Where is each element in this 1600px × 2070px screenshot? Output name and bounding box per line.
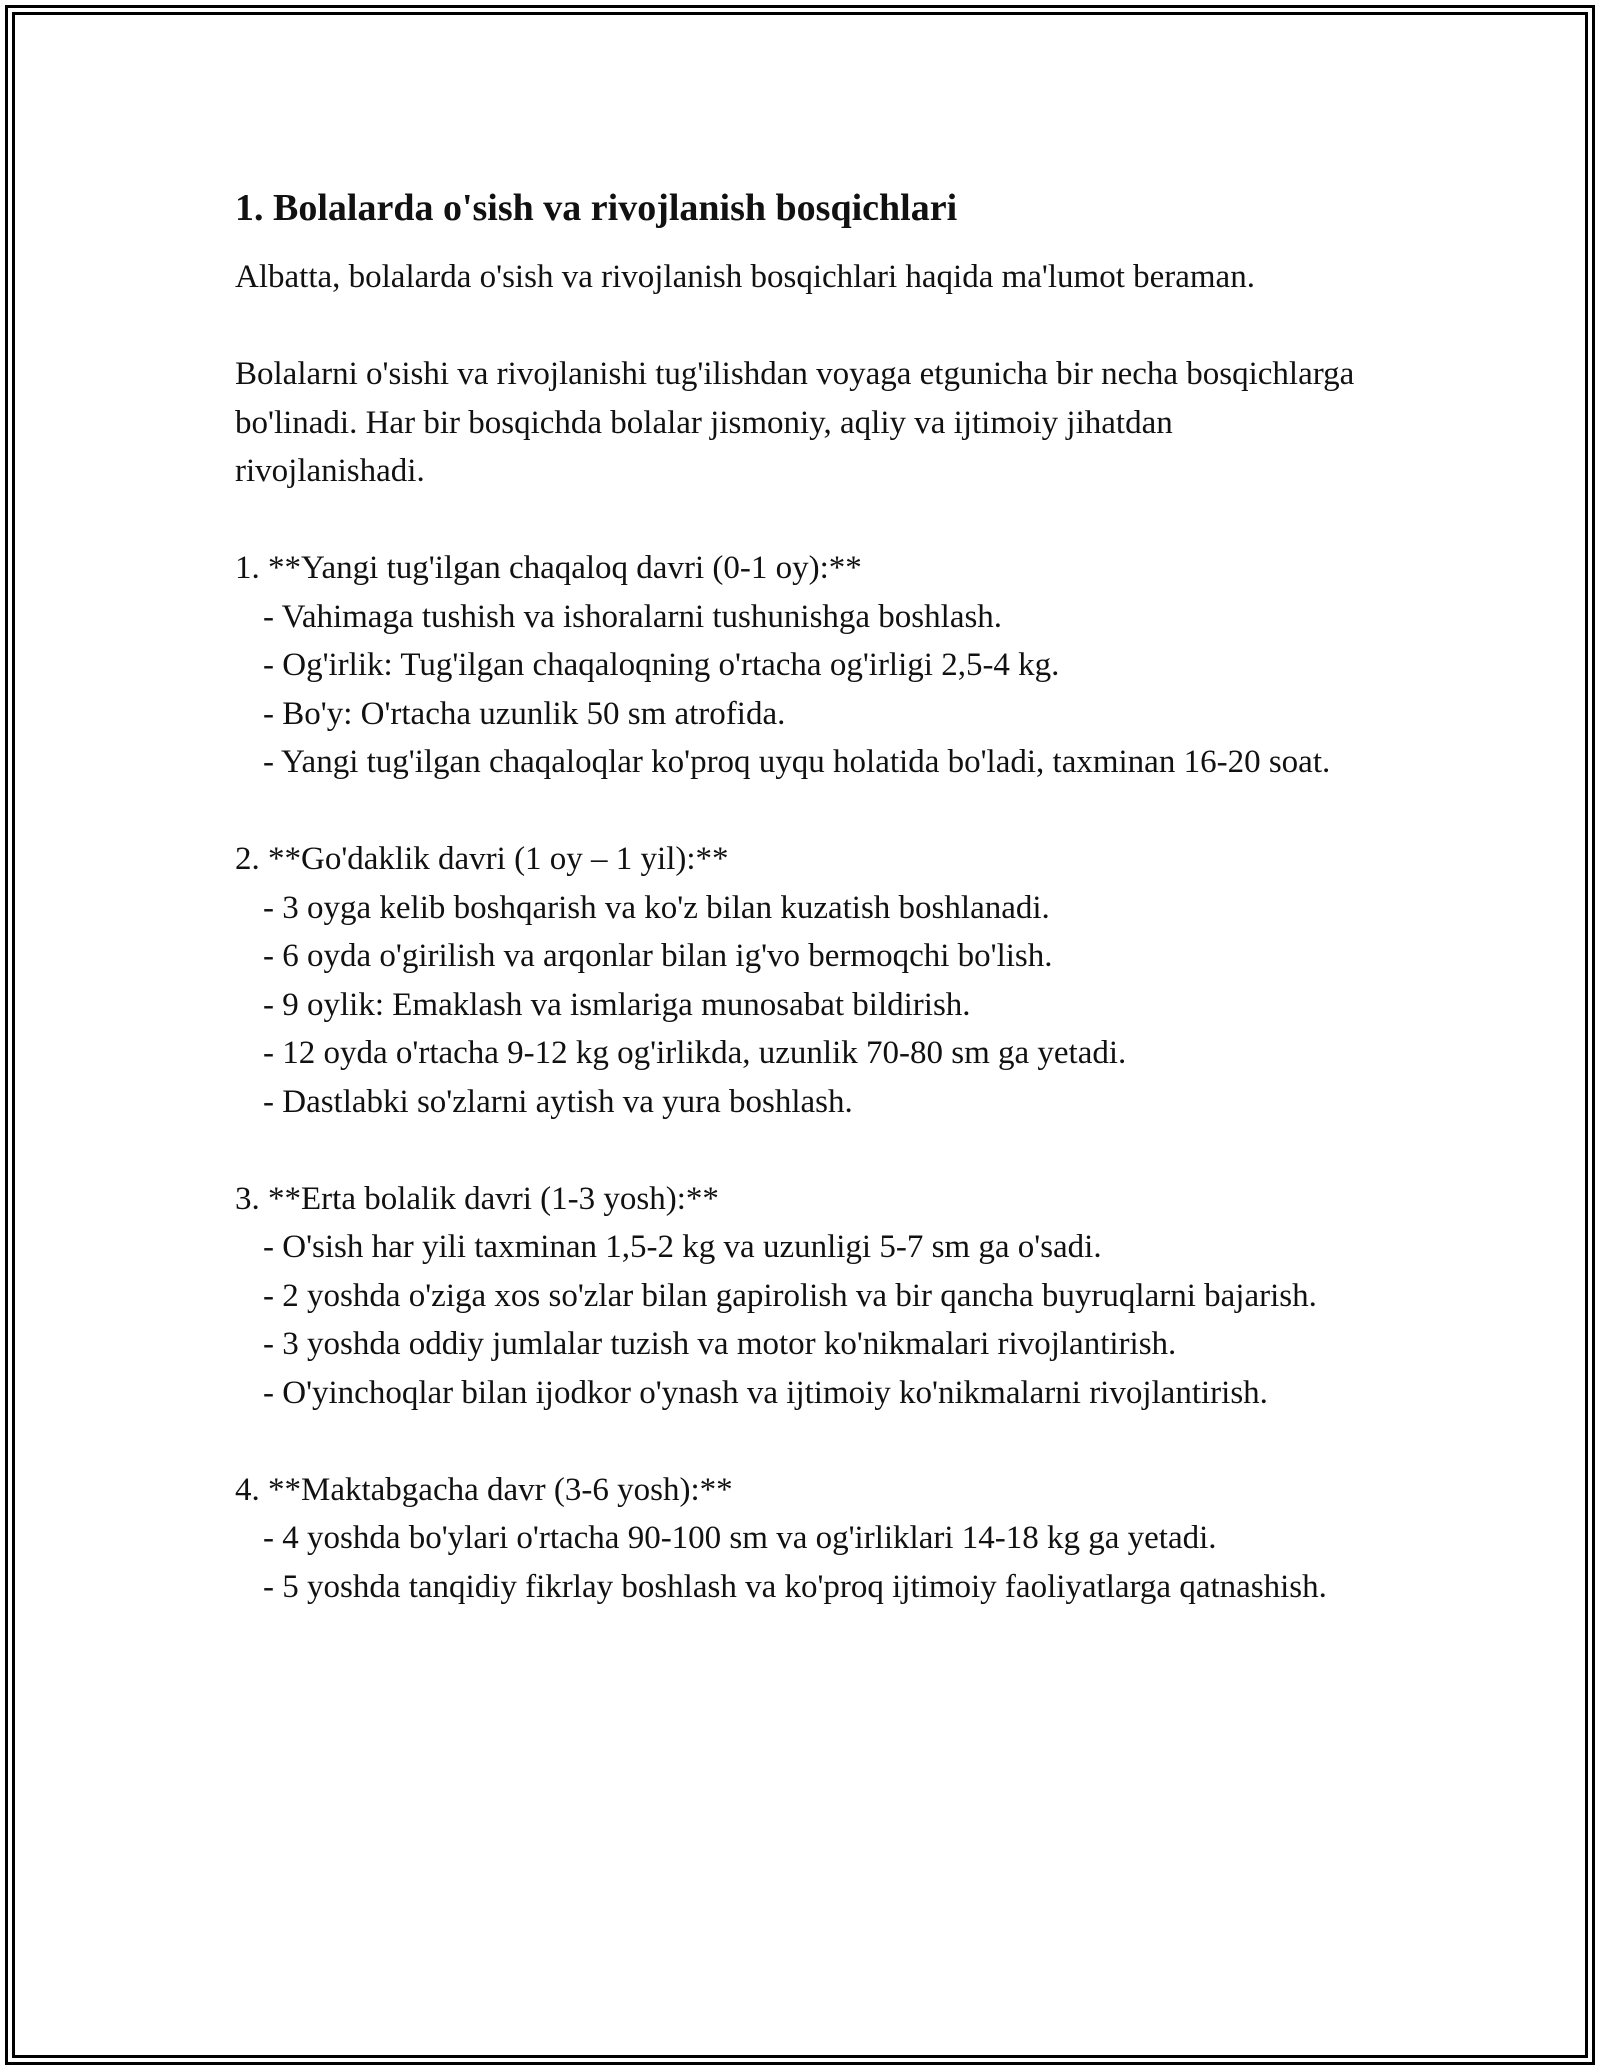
list-item: - Bo'y: O'rtacha uzunlik 50 sm atrofida. [263,695,786,732]
section-2 [235,835,1365,1126]
section-3 [235,1175,1365,1418]
list-item: - 4 yoshda bo'ylari o'rtacha 90-100 sm va og'irliklari 14-18 kg ga yetadi. [263,1520,1217,1556]
intro-paragraph-2: Bolalarni o'sishi va rivojlanishi tug'ilishdan voyaga etgunicha bir necha bosqichlarga bo'linadi. Har bir bosqichda bolalar jismoniy, aqliy va ijtimoiy jihatdan rivojlanishadi. [235,356,1363,489]
section-4 [235,1466,1365,1612]
document-title: 1. Bolalarda o'sish va rivojlanish bosqichlari [235,187,958,229]
list-item: - 9 oylik: Emaklash va ismlariga munosabat bildirish. [263,986,971,1023]
list-item: - Og'irlik: Tug'ilgan chaqaloqning o'rtacha og'irligi 2,5-4 kg. [263,647,1060,683]
list-item: - 5 yoshda tanqidiy fikrlay boshlash va ko'proq ijtimoiy faoliyatlarga qatnashish. [263,1568,1327,1605]
list-item: - O'yinchoqlar bilan ijodkor o'ynash va ijtimoiy ko'nikmalarni rivojlantirish. [263,1374,1268,1411]
list-item: - 2 yoshda o'ziga xos so'zlar bilan gapirolish va bir qancha buyruqlarni bajarish. [263,1277,1317,1314]
paragraph-gap [235,496,1365,545]
section-heading: 2. **Go'daklik davri (1 oy – 1 yil):** [235,841,729,877]
paragraph-gap [235,1417,1365,1466]
document-body [235,183,1365,1611]
paragraph-gap [235,787,1365,836]
section-heading: 1. **Yangi tug'ilgan chaqaloq davri (0-1 oy):** [235,550,862,586]
section-heading: 3. **Erta bolalik davri (1-3 yosh):** [235,1180,719,1217]
list-item: - 3 yoshda oddiy jumlalar tuzish va motor ko'nikmalari rivojlantirish. [263,1326,1177,1362]
list-item: - Dastlabki so'zlarni aytish va yura boshlash. [263,1083,853,1120]
paragraph-gap [235,302,1365,351]
list-item: - 12 oyda o'rtacha 9-12 kg og'irlikda, uzunlik 70-80 sm ga yetadi. [263,1035,1127,1071]
list-item: - Vahimaga tushish va ishoralarni tushunishga boshlash. [263,598,1003,635]
list-item: - O'sish har yili taxminan 1,5-2 kg va uzunligi 5-7 sm ga o'sadi. [263,1229,1102,1265]
list-item: - 6 oyda o'girilish va arqonlar bilan ig'vo bermoqchi bo'lish. [263,938,1053,974]
section-1 [235,544,1365,787]
paragraph-gap [235,1126,1365,1175]
list-item: - Yangi tug'ilgan chaqaloqlar ko'proq uyqu holatida bo'ladi, taxminan 16-20 soat. [263,744,1331,780]
list-item: - 3 oyga kelib boshqarish va ko'z bilan kuzatish boshlanadi. [263,889,1050,926]
intro-paragraph-1: Albatta, bolalarda o'sish va rivojlanish bosqichlari haqida ma'lumot beraman. [235,259,1255,295]
section-heading: 4. **Maktabgacha davr (3-6 yosh):** [235,1471,733,1508]
